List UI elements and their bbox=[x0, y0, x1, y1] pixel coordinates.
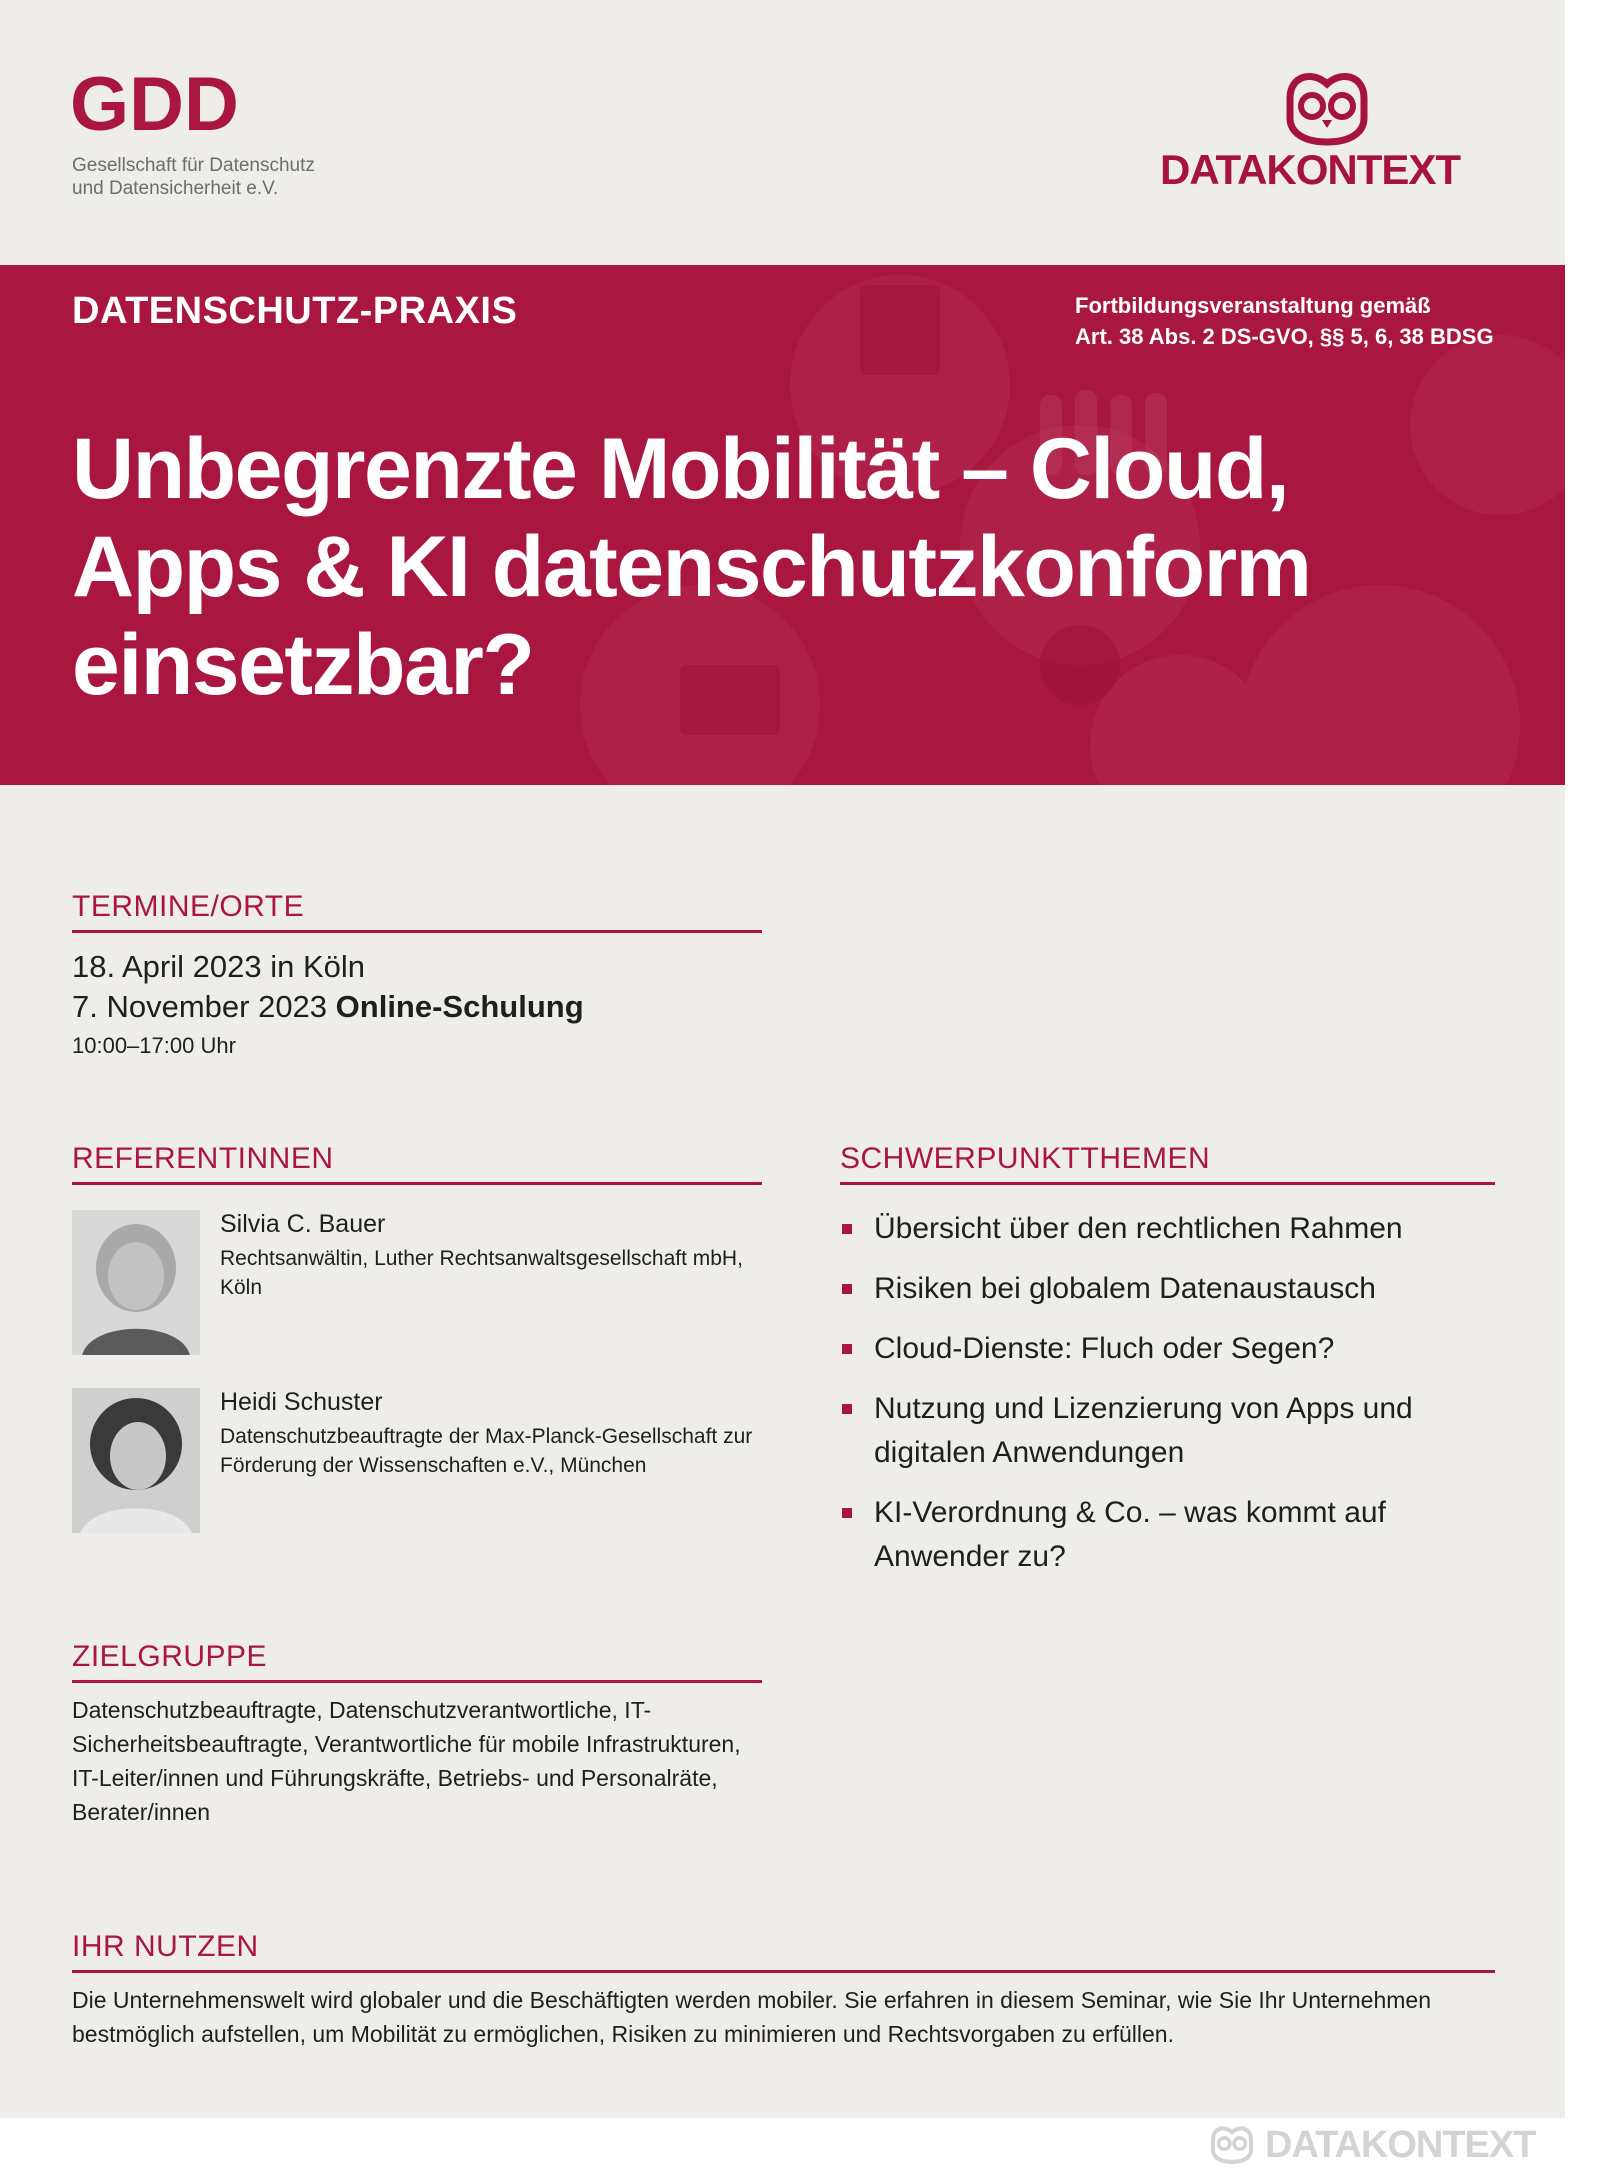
gdd-subtitle-line2: und Datensicherheit e.V. bbox=[72, 178, 279, 199]
gdd-subtitle bbox=[72, 154, 392, 200]
footer-owl-icon bbox=[1205, 2124, 1259, 2169]
cert-line1: Fortbildungsveranstaltung gemäß bbox=[1075, 293, 1431, 318]
speaker-name: Silvia C. Bauer bbox=[220, 1210, 386, 1238]
target-group-text: Datenschutzbeauftragte, Datenschutzverantwortliche, IT-Sicherheitsbeauftragte, Verantwortliche für mobile Infrastrukturen, IT-Leiter/innen und Führungskräfte, Betriebs- und Personalräte, Berater/innen bbox=[72, 1697, 741, 1825]
time-range: 10:00–17:00 Uhr bbox=[72, 1033, 236, 1058]
date-line-1: 18. April 2023 in Köln bbox=[72, 949, 365, 984]
topics-list bbox=[840, 1207, 1495, 1579]
dates-section bbox=[72, 890, 762, 1059]
square-bullet-icon bbox=[842, 1284, 852, 1294]
square-bullet-icon bbox=[842, 1404, 852, 1414]
gdd-subtitle-line1: Gesellschaft für Datenschutz bbox=[72, 155, 315, 176]
list-item: KI-Verordnung & Co. – was kommt auf Anwender zu? bbox=[840, 1491, 1495, 1579]
benefit-section bbox=[72, 1930, 1495, 2051]
list-item: Cloud-Dienste: Fluch oder Segen? bbox=[840, 1327, 1495, 1371]
datakontext-logo: DATAKONTEXT bbox=[1160, 146, 1461, 193]
series-label: DATENSCHUTZ-PRAXIS bbox=[72, 290, 518, 332]
topics-section bbox=[840, 1142, 1495, 1595]
square-bullet-icon bbox=[842, 1224, 852, 1234]
seminar-title: Unbegrenzte Mobilität – Cloud, Apps & KI datenschutzkonform einsetzbar? bbox=[72, 421, 1311, 713]
list-item: Risiken bei globalem Datenaustausch bbox=[840, 1267, 1495, 1311]
speaker-photo bbox=[72, 1210, 200, 1355]
gdd-logo-text: GDD bbox=[70, 70, 239, 140]
date-line-2 bbox=[72, 987, 762, 1027]
square-bullet-icon bbox=[842, 1508, 852, 1518]
speaker-card bbox=[72, 1210, 762, 1360]
target-group-heading: ZIELGRUPPE bbox=[72, 1640, 762, 1683]
list-item: Nutzung und Lizenzierung von Apps und digitalen Anwendungen bbox=[840, 1387, 1495, 1475]
speaker-name: Heidi Schuster bbox=[220, 1388, 383, 1416]
cert-line2: Art. 38 Abs. 2 DS-GVO, §§ 5, 6, 38 BDSG bbox=[1075, 324, 1494, 349]
dates-heading: TERMINE/ORTE bbox=[72, 890, 762, 933]
speaker-card bbox=[72, 1388, 762, 1538]
target-group-section bbox=[72, 1640, 762, 1829]
owl-icon bbox=[1282, 68, 1372, 151]
list-item: Übersicht über den rechtlichen Rahmen bbox=[840, 1207, 1495, 1251]
speakers-heading: REFERENTINNEN bbox=[72, 1142, 762, 1185]
square-bullet-icon bbox=[842, 1344, 852, 1354]
speaker-role: Datenschutzbeauftragte der Max-Planck-Gesellschaft zur Förderung der Wissenschaften e.V., München bbox=[220, 1425, 753, 1477]
footer-logo: DATAKONTEXT bbox=[1265, 2124, 1536, 2166]
benefit-heading: IHR NUTZEN bbox=[72, 1930, 1495, 1973]
certification-note bbox=[1075, 290, 1515, 352]
speaker-photo bbox=[72, 1388, 200, 1533]
speaker-role: Rechtsanwältin, Luther Rechtsanwaltsgesellschaft mbH, Köln bbox=[220, 1247, 743, 1299]
date-line-2-date: 7. November 2023 bbox=[72, 989, 336, 1024]
gdd-logo bbox=[70, 70, 252, 145]
date-line-2-format: Online-Schulung bbox=[335, 989, 584, 1024]
topics-heading: SCHWERPUNKTTHEMEN bbox=[840, 1142, 1495, 1185]
benefit-text: Die Unternehmenswelt wird globaler und die Beschäftigten werden mobiler. Sie erfahren in diesem Seminar, wie Sie Ihr Unternehmen bestmöglich aufstellen, um Mobilität zu ermöglichen, Risiken zu minimieren und Rechtsvorgaben zu erfüllen. bbox=[72, 1987, 1431, 2047]
speakers-section bbox=[72, 1142, 762, 1185]
